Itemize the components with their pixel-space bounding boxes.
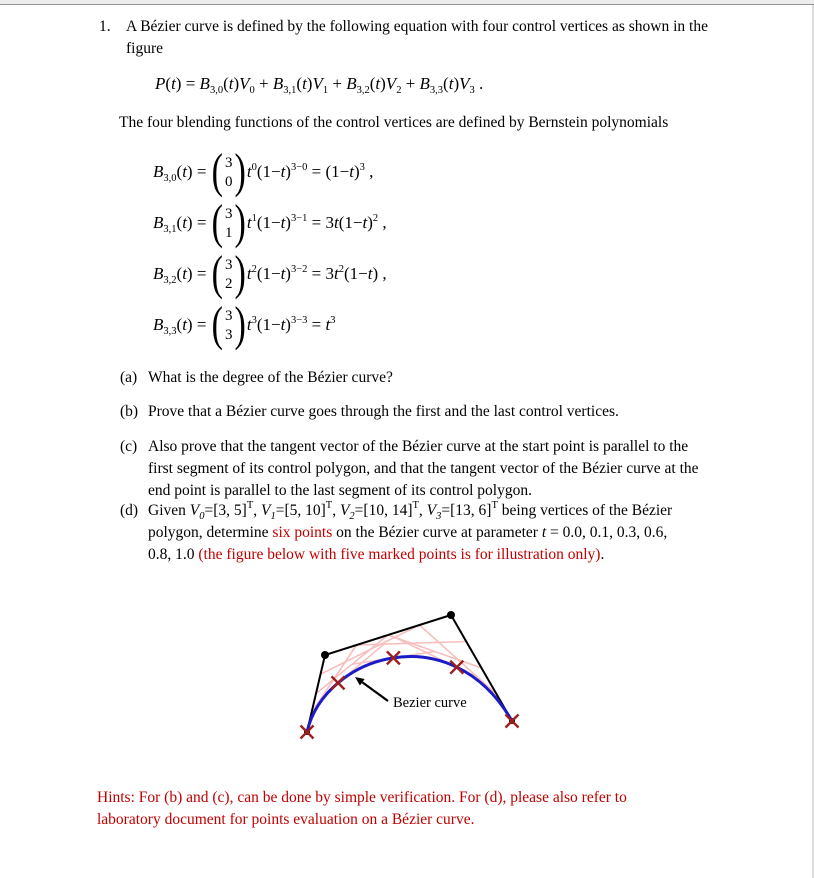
part-a [120,367,724,389]
bernstein-equations [153,146,387,350]
figure-label: Bezier curve [393,695,467,711]
construction-line [321,625,420,674]
hints-text: Hints: For (b) and (c), can be done by simple verification. For (d), please also refer to laboratory document for points evaluation on a Bézier curve. [97,789,627,828]
control-vertex [321,651,329,659]
part-c-label: (c) [120,438,138,455]
part-d-text: Given $V_0=[3$, 5]$^T$, $V_1=[5$, 10]$^T$, $V_2=[10$, 14]$^T$, $V_3=[13$, 6]$^T$ being vertices of the Bézier polygon, determine six points on the Bézier curve at parameter t = 0.0, 0.1, 0.3, 0.6, 0.8, 1.0 (the figure below with five marked points is for illustration only). [148,500,673,563]
problem-1 [99,16,730,60]
bezier-main-equation: $P(t) = B_{3,0}(t)V_0 + B_{3,1}(t)V_1 + B_{3,2}(t)V_2 + B_{3,3}(t)V_3$ . [155,74,484,96]
bernstein-equation-4: $B_{3,3}(t)$ = ( 3 3 ) $t^3(1-t)^{3-3} = t^3$ [153,299,336,352]
part-c [120,436,724,502]
part-b [120,401,724,423]
arrow-line [362,682,388,701]
part-a-text: What is the degree of the Bézier curve? [148,369,393,386]
part-c-text: Also prove that the tangent vector of the Bézier curve at the start point is parallel to the first segment of its control polygon, and that the tangent vector of the Bézier curve at the end point is parallel to the last segment of its control polygon. [148,438,699,499]
problem-intro-text: A Bézier curve is defined by the following equation with four control vertices as shown in the figure [126,18,708,57]
bezier-figure [268,600,568,760]
bernstein-equation-3: $B_{3,2}(t)$ = ( 3 2 ) $t^2(1-t)^{3-2} = 3t^2(1-t)$ , [153,248,387,301]
part-b-text: Prove that a Bézier curve goes through the first and the last control vertices. [148,403,619,420]
part-b-label: (b) [120,403,139,420]
bernstein-equation-2: $B_{3,1}(t)$ = ( 3 1 ) $t^1(1-t)^{3-1} = 3t(1-t)^2$ , [153,197,387,250]
control-vertex [447,611,455,619]
part-a-label: (a) [120,369,138,386]
problem-number: 1. [99,18,111,35]
bernstein-equation-1: $B_{3,0}(t)$ = ( 3 0 ) $t^0(1-t)^{3-0} = (1-t)^3$ , [153,146,374,199]
window-top-border [0,0,814,5]
part-d-label: (d) [120,502,139,519]
blending-functions-intro: The four blending functions of the control vertices are defined by Bernstein polynomials [119,114,669,131]
part-d [120,500,724,566]
